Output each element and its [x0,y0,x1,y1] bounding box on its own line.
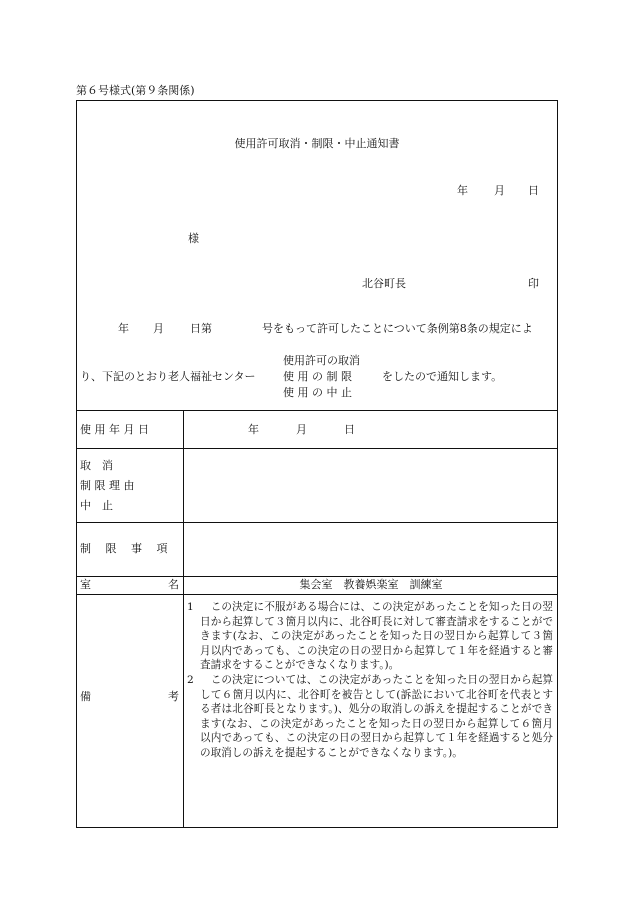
date-year: 年 [457,184,468,197]
body-line-1-text: 号をもって許可したことについて条例第8条の規定によ [262,322,533,335]
form-number: 第６号様式(第９条関係) [76,84,195,97]
reason-label-restrict: 制 限 理 由 [80,479,135,492]
note-number: 1 [187,601,194,613]
body-line-2-end: をしたので通知します。 [382,370,503,383]
option-suspend: 使 用 の 中 止 [283,386,352,399]
remarks-note-2 [187,673,553,761]
table-rule-3 [76,576,558,577]
room-label-right: 名 [168,578,179,591]
usage-date-day: 日 [344,423,355,436]
body-month: 月 [153,322,164,335]
option-cancel: 使用許可の取消 [283,354,360,367]
restriction-label: 制 限 事 項 [80,542,168,555]
remarks-notes [187,600,553,761]
room-label-left: 室 [80,578,91,591]
table-rule-4 [76,594,558,595]
reason-label-suspend: 中 止 [80,499,113,512]
date-day: 日 [528,184,539,197]
usage-date-label: 使 用 年 月 日 [80,423,149,436]
note-number: 2 [187,673,194,686]
room-value: 集会室 教養娯楽室 訓練室 [299,578,443,591]
table-column-divider [183,410,184,828]
table-rule-1 [76,448,558,449]
reason-label-cancel: 取 消 [80,459,113,472]
document-title: 使用許可取消・制限・中止通知書 [234,137,400,150]
option-restrict: 使 用 の 制 限 [283,370,352,383]
body-day-number: 日第 [190,322,212,335]
usage-date-year: 年 [248,423,259,436]
remarks-note-1 [187,600,553,673]
seal-mark: 印 [528,277,539,290]
addressee-suffix: 様 [188,232,199,245]
remarks-label-left: 備 [80,690,91,703]
table-rule-2 [76,522,558,523]
date-month: 月 [494,184,505,197]
table-top-rule [76,410,558,411]
body-year: 年 [118,322,129,335]
remarks-label-right: 考 [168,690,179,703]
sender-name: 北谷町長 [362,277,406,290]
usage-date-month: 月 [296,423,307,436]
note-text: この決定に不服がある場合には、この決定があったことを知った日の翌日から起算して３箇月以内に、北谷町長に対して審査請求をすることができます(なお、この決定があったことを知った日の翌日から起算して３箇月以内であっても、この決定の日の翌日から起算して１年を経過すると審査請求をすることができなくなります。)。 [200,601,553,672]
note-text: この決定については、この決定があったことを知った日の翌日から起算して６箇月以内に、北谷町を被告として(訴訟において北谷町を代表とする者は北谷町長となります。)、処分の取消しの訴えを提起することができます(なお、この決定があったことを知った日の翌日から起算して６箇月以内であっても、この決定の日の翌日から起算して１年を経過すると処分の取消しの訴えを提起することができなくなります。)。 [200,673,553,759]
body-line-2-start: り、下記のとおり老人福祉センター [80,370,256,383]
